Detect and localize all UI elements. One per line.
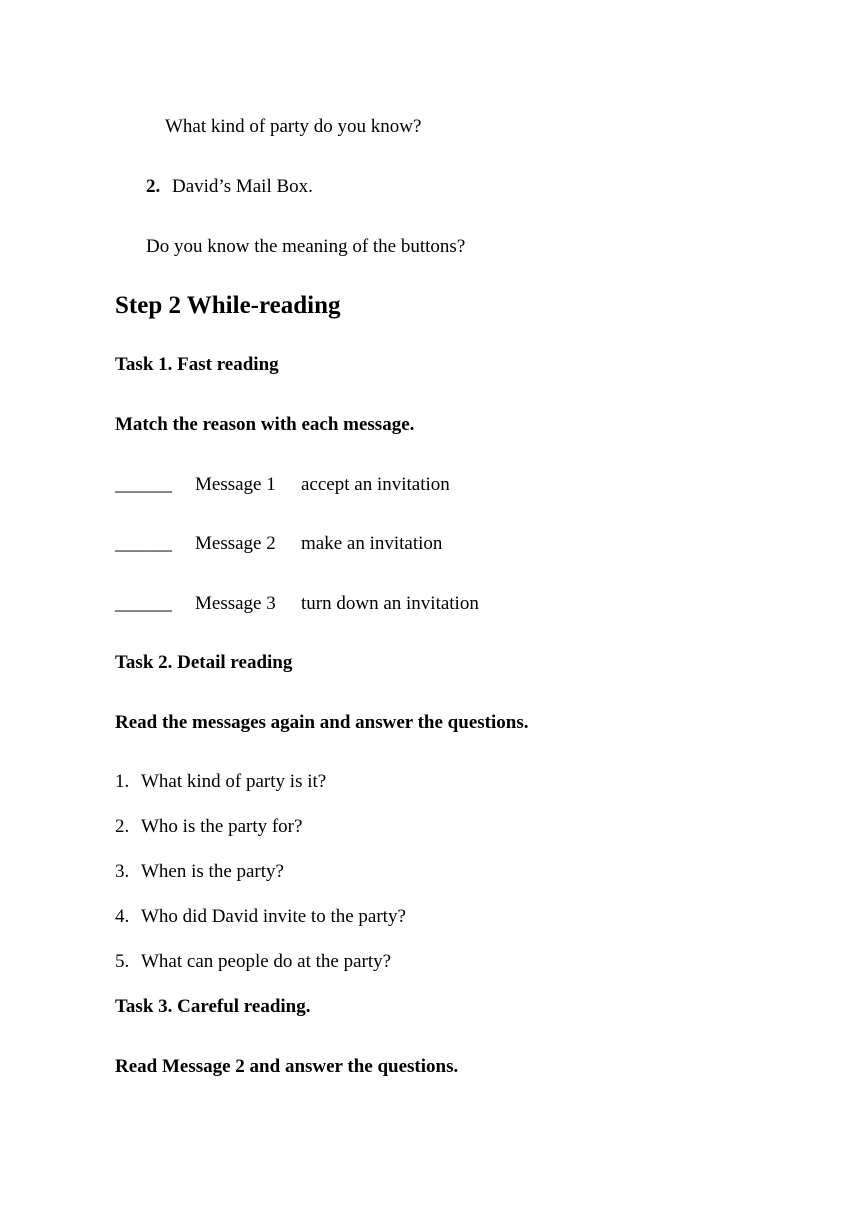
message-label: Message 2 <box>195 533 276 554</box>
question-item <box>115 905 406 929</box>
list-item-text: David’s Mail Box. <box>172 176 313 197</box>
question-text: What can people do at the party? <box>141 951 392 972</box>
message-label: Message 1 <box>195 474 276 495</box>
reason-label: turn down an invitation <box>301 593 479 614</box>
task3-title: Task 3. Careful reading. <box>115 996 311 1017</box>
question-item <box>115 950 391 974</box>
reason-label: accept an invitation <box>301 474 450 495</box>
list-number: 2. <box>146 176 161 197</box>
question-item <box>115 770 326 794</box>
question-item <box>115 860 284 884</box>
question-number: 3. <box>115 861 130 882</box>
step2-heading: Step 2 While-reading <box>115 292 341 319</box>
task1-title: Task 1. Fast reading <box>115 354 279 375</box>
answer-blank: ______ <box>115 593 172 614</box>
question-text: What kind of party is it? <box>141 771 327 792</box>
question-number: 2. <box>115 816 130 837</box>
question-text: When is the party? <box>141 861 284 882</box>
question-text: Who did David invite to the party? <box>141 906 406 927</box>
answer-blank: ______ <box>115 474 172 495</box>
question-number: 5. <box>115 951 130 972</box>
match-row <box>115 592 479 616</box>
message-label: Message 3 <box>195 593 276 614</box>
reason-label: make an invitation <box>301 533 443 554</box>
task2-instruction: Read the messages again and answer the questions. <box>115 712 529 733</box>
question-number: 1. <box>115 771 130 792</box>
party-kind-question: What kind of party do you know? <box>165 116 422 137</box>
task3-instruction: Read Message 2 and answer the questions. <box>115 1056 459 1077</box>
question-text: Who is the party for? <box>141 816 303 837</box>
question-number: 4. <box>115 906 130 927</box>
answer-blank: ______ <box>115 533 172 554</box>
question-item <box>115 815 302 839</box>
match-row <box>115 532 442 556</box>
match-row <box>115 473 450 497</box>
task1-instruction: Match the reason with each message. <box>115 414 415 435</box>
task2-title: Task 2. Detail reading <box>115 652 293 673</box>
list-item-mailbox <box>146 175 313 199</box>
buttons-question: Do you know the meaning of the buttons? <box>146 236 466 257</box>
